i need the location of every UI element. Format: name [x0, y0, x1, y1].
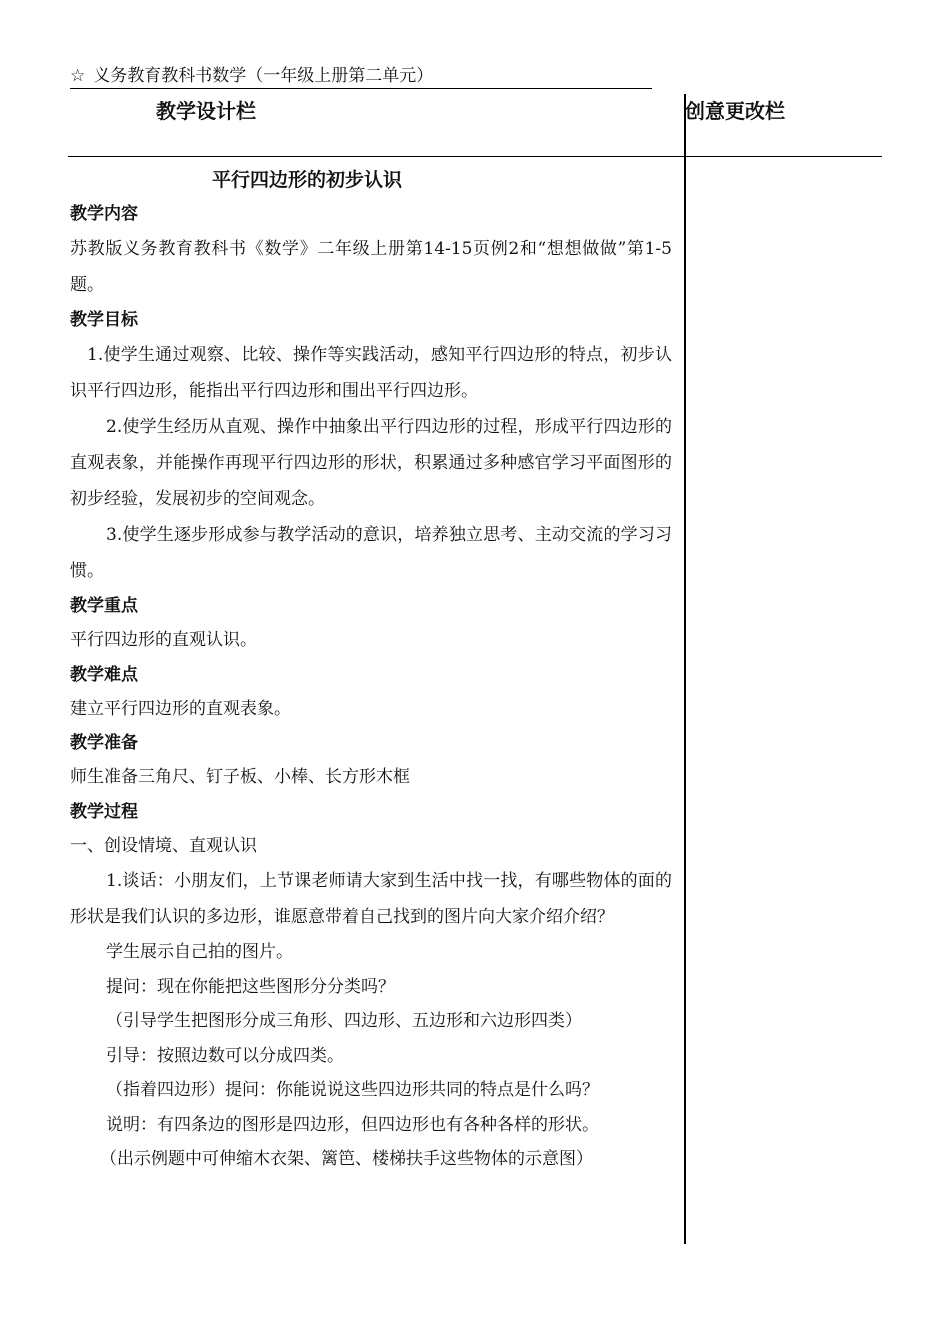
goals-heading: 教学目标: [70, 310, 138, 330]
process-section-title: 一、创设情境、直观认识: [70, 835, 257, 856]
goal-item: 1.使学生通过观察、比较、操作等实践活动，感知平行四边形的特点，初步认识平行四边形，能指出平行四边形和围出平行四边形。: [70, 345, 672, 401]
design-column-title: 教学设计栏: [156, 99, 256, 123]
header-title: 义务教育教科书数学（一年级上册第二单元）: [93, 66, 434, 86]
process-line: 学生展示自己拍的图片。: [106, 942, 293, 962]
process-line: （引导学生把图形分成三角形、四边形、五边形和六边形四类）: [106, 1011, 582, 1031]
difficulty-heading: 教学难点: [70, 664, 138, 685]
prep-heading: 教学准备: [70, 733, 138, 753]
process-line: 引导：按照边数可以分成四类。: [106, 1045, 344, 1066]
process-heading: 教学过程: [70, 801, 138, 822]
design-column-content: [70, 163, 672, 1177]
process-line: 1.谈话：小朋友们，上节课老师请大家到生活中找一找，有哪些物体的面的形状是我们认识的多边形，谁愿意带着自己找到的图片向大家介绍介绍？: [70, 871, 672, 927]
process-line: 提问：现在你能把这些图形分分类吗？: [106, 976, 395, 997]
lesson-title: 平行四边形的初步认识: [212, 169, 403, 191]
prep-text: 师生准备三角尺、钉子板、小棒、长方形木框: [70, 767, 410, 787]
document-header: [70, 64, 652, 89]
goal-item: 3.使学生逐步形成参与教学活动的意识，培养独立思考、主动交流的学习习惯。: [70, 525, 672, 581]
goal-item: 2.使学生经历从直观、操作中抽象出平行四边形的过程，形成平行四边形的直观表象，并能操作再现平行四边形的形状，积累通过多种感官学习平面图形的初步经验，发展初步的空间观念。: [70, 417, 672, 509]
revise-column-title: 创意更改栏: [685, 99, 785, 123]
star-icon: ☆: [70, 66, 86, 86]
process-line: 说明：有四条边的图形是四边形，但四边形也有各种各样的形状。: [106, 1114, 599, 1135]
difficulty-text: 建立平行四边形的直观表象。: [70, 698, 291, 719]
process-line: （指着四边形）提问：你能说说这些四边形共同的特点是什么吗？: [106, 1080, 599, 1100]
column-divider: [684, 94, 686, 1244]
key-text: 平行四边形的直观认识。: [70, 630, 257, 650]
content-text: 苏教版义务教育教科书《数学》二年级上册第14-15页例2和“想想做做”第1-5题。: [70, 239, 672, 295]
key-heading: 教学重点: [70, 596, 138, 616]
content-heading: 教学内容: [70, 204, 138, 224]
header-divider: [68, 156, 882, 157]
process-line: （出示例题中可伸缩木衣架、篱笆、楼梯扶手这些物体的示意图）: [100, 1149, 593, 1169]
